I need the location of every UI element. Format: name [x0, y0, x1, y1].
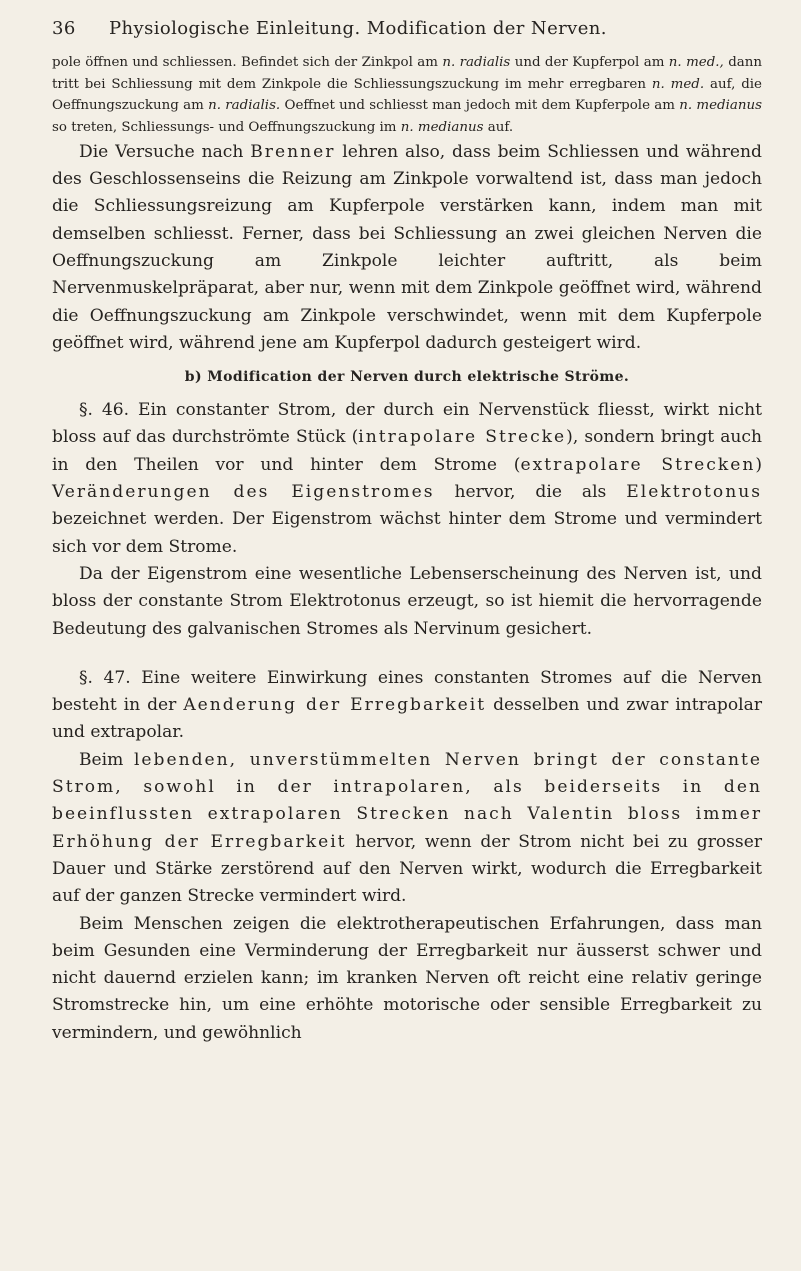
- text-run: und der Kupferpol am: [510, 55, 669, 70]
- italic-run: n. medianus: [400, 120, 484, 136]
- text-run: desselben und zwar intrapolar und extrapolar.: [52, 695, 762, 743]
- text-run: ), sondern bringt auch in den Theilen vor und hinter dem Strome (: [52, 427, 762, 475]
- text-run: ): [755, 454, 763, 475]
- text-run: Die Versuche nach: [79, 141, 251, 162]
- footnote-paragraph: [52, 52, 762, 139]
- italic-run: n. medianus: [679, 98, 762, 114]
- paragraph-46: [52, 397, 762, 561]
- text-run: auf.: [483, 120, 514, 136]
- text-run: pole öffnen und schliessen. Befindet sich der Zinkpol am: [52, 55, 443, 70]
- text-run: bezeichnet werden. Der Eigenstrom wächst hinter dem Strome und vermindert sich vor dem Strome.: [52, 509, 762, 557]
- italic-run: n. med.,: [668, 55, 724, 70]
- paragraph-eigenstrom: Da der Eigenstrom eine wesentliche Lebenserscheinung des Nerven ist, und bloss der constante Strom Elektrotonus erzeugt, so ist hiemit die hervorragende Bedeutung des galvanischen Stromes als Nervinum gesichert.: [52, 563, 762, 639]
- paragraph-47: [52, 665, 762, 747]
- text-run: dann tritt bei Schliessung mit dem Zinkpole die Schliessungszuckung im mehr erregbaren: [52, 55, 762, 92]
- text-run: auf, die Oeffnungszuckung am: [52, 76, 762, 114]
- text-run: so treten, Schliessungs- und Oeffnungszuckung im: [52, 120, 401, 136]
- running-title: Physiologische Einleitung. Modification der Nerven.: [109, 18, 607, 39]
- spaced-run: intrapolare Strecke: [358, 427, 567, 448]
- spaced-run: Elektrotonus: [626, 482, 762, 503]
- paragraph-lebenden: [52, 747, 762, 911]
- text-run: §. 46. Ein constanter Strom, der durch ein Nervenstück fliesst, wirkt nicht bloss auf das durchströmte Stück (: [52, 400, 762, 448]
- section-heading: b) Modification der Nerven durch elektrische Ströme.: [184, 369, 630, 386]
- paragraph-menschen: Beim Menschen zeigen die elektrotherapeutischen Erfahrungen, dass man beim Gesunden eine Verminderung der Erregbarkeit nur äusserst schwer und nicht dauernd erzielen kann; im kranken Nerven oft reicht eine relativ geringe Stromstrecke hin, um eine erhöhte motorische oder sensible Erregbarkeit zu vermindern, und gewöhnlich: [52, 913, 762, 1043]
- spaced-run: Veränderungen des Eigenstromes: [52, 482, 435, 503]
- text-run: Beim: [79, 749, 134, 770]
- book-page: [52, 18, 762, 1047]
- spaced-run: Brenner: [250, 141, 336, 162]
- spaced-run: lebenden, unverstümmelten Nerven bringt der constante Strom, sowohl in der intrapolaren, als beiderseits in den beeinflussten extrapolaren Strecken nach Valentin bloss immer Erhöhung der Erregbarkeit: [52, 749, 762, 852]
- italic-run: n. radialis: [442, 55, 511, 70]
- running-header: [52, 18, 762, 52]
- text-run: hervor, die als: [434, 482, 627, 503]
- page-number: 36: [52, 18, 76, 39]
- italic-run: n. med.: [651, 76, 705, 92]
- text-run: §. 47. Eine weitere Einwirkung eines constanten Stromes auf die Nerven besteht in der: [52, 667, 762, 716]
- text-run: hervor, wenn der Strom nicht bei zu grosser Dauer und Stärke zerstörend auf den Nerven wirkt, wodurch die Erregbarkeit auf der ganzen Strecke vermindert wird.: [52, 831, 762, 907]
- spaced-run: extrapolare Strecken: [520, 454, 756, 475]
- paragraph-brenner: [52, 139, 762, 357]
- text-run: lehren also, dass beim Schliessen und während des Geschlossenseins die Reizung am Zinkpole vorwaltend ist, dass man jedoch die Schliessungsreizung am Kupferpole verstärken kann, indem man mit demselben schliesst. Ferner, dass bei Schliessung an zwei gleichen Nerven die Oeffnungszuckung am Zinkpole leichter auftritt, als beim Nervenmuskelpräparat, aber nur, wenn mit dem Zinkpole geöffnet wird, während die Oeffnungszuckung am Zinkpole verschwindet, wenn mit dem Kupferpole geöffnet wird, während jene am Kupferpol dadurch gesteigert wird.: [52, 141, 762, 353]
- italic-run: n. radialis.: [208, 98, 281, 114]
- text-run: Oeffnet und schliesst man jedoch mit dem Kupferpole am: [280, 98, 680, 114]
- spaced-run: Aenderung der Erregbarkeit: [183, 695, 487, 716]
